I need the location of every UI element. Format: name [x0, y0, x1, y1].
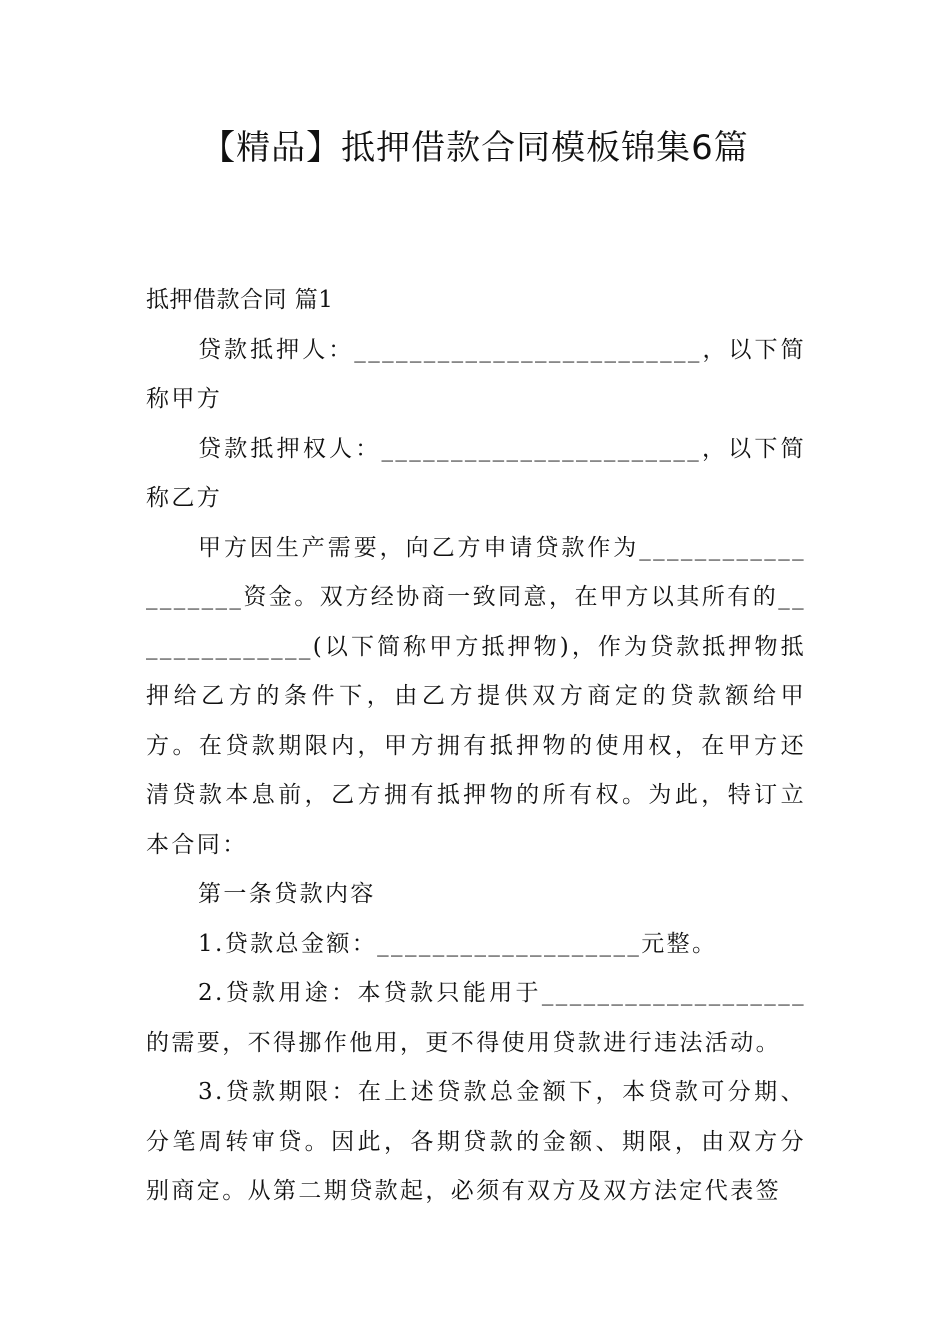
document-title: 【精品】抵押借款合同模板锦集6篇 [201, 128, 749, 168]
clause-total-amount: 1.贷款总金额：___________________元整。 [198, 930, 718, 957]
clause-loan-purpose: 2.贷款用途：本贷款只能用于___________________的需要，不得挪作他用，更不得使用贷款进行违法活动。 [146, 980, 806, 1056]
paragraph-mortgagee: 贷款抵押权人：_______________________，以下简称乙方 [146, 435, 806, 511]
document-body [146, 276, 806, 1217]
section-heading: 抵押借款合同 篇1 [146, 287, 334, 313]
paragraph-preamble: 甲方因生产需要，向乙方申请贷款作为___________________资金。双方经协商一致同意，在甲方以其所有的______________(以下简称甲方抵押物)，作为贷款抵押物抵押给乙方的条件下，由乙方提供双方商定的贷款额给甲方。在贷款期限内，甲方拥有抵押物的使用权，在甲方还清贷款本息前，乙方拥有抵押物的所有权。为此，特订立本合同： [146, 534, 806, 858]
clause-loan-term: 3.贷款期限：在上述贷款总金额下，本贷款可分期、分笔周转审贷。因此，各期贷款的金额、期限，由双方分别商定。从第二期贷款起，必须有双方及双方法定代表签 [146, 1079, 806, 1204]
paragraph-mortgagor: 贷款抵押人：_________________________，以下简称甲方 [146, 336, 806, 412]
article-heading: 第一条贷款内容 [198, 881, 376, 907]
